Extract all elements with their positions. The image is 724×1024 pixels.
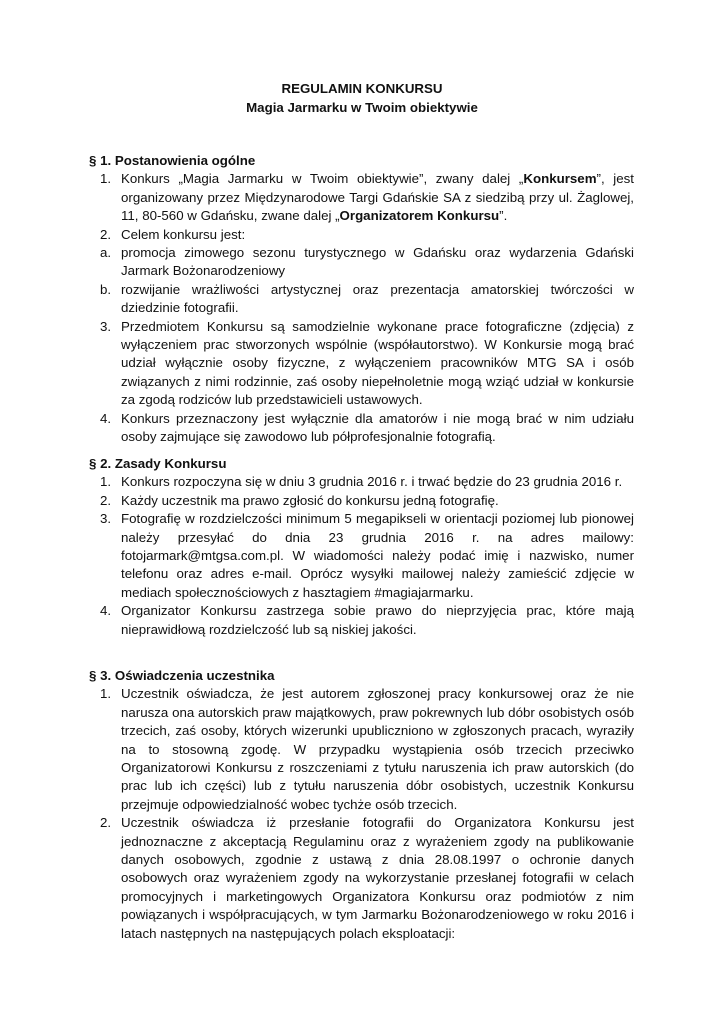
- section-heading: § 1. Postanowienia ogólne: [89, 153, 256, 168]
- section-contest-rules: [89, 455, 634, 639]
- item-text: Konkurs rozpoczyna się w dniu 3 grudnia 2016 r. i trwać będzie do 23 grudnia 2016 r.: [121, 474, 623, 490]
- document-subtitle: Magia Jarmarku w Twoim obiektywie: [246, 100, 478, 115]
- item-number: 4.: [100, 603, 112, 619]
- item-text: Każdy uczestnik ma prawo zgłosić do konkursu jedną fotografię.: [121, 492, 499, 508]
- item-number: 2.: [100, 492, 112, 508]
- item-number: a.: [100, 245, 112, 261]
- item-number: 3.: [100, 318, 112, 334]
- list-item: [89, 410, 634, 447]
- list-item: [89, 170, 634, 225]
- section-items: [89, 685, 634, 943]
- list-item: [89, 281, 634, 318]
- item-text: Fotografię w rozdzielczości minimum 5 megapikseli w orientacji poziomej lub pionowej należy przesyłać do dnia 23 grudnia 2016 r. na adres mailowy: fotojarmark@mtgsa.com.pl. W wiadomości należy podać imię i nazwisko, numer telefonu oraz adres e-mail. Oprócz wysyłki mailowej należy zamieścić zdjęcie w mediach społecznościowych z hasztagiem #magiajarmarku.: [121, 511, 634, 600]
- list-item: [89, 510, 634, 602]
- section-participant-declarations: [89, 667, 634, 943]
- section-general-provisions: [89, 152, 634, 446]
- list-item: [89, 602, 634, 639]
- list-item: [89, 318, 634, 410]
- item-text: Konkurs „Magia Jarmarku w Twoim obiektywie”, zwany dalej „Konkursem”, jest organizowany przez Międzynarodowe Targi Gdańskie SA z siedzibą przy ul. Żaglowej, 11, 80-560 w Gdańsku, zwane dalej „Organizatorem Konkursu”.: [121, 171, 634, 224]
- item-number: 3.: [100, 511, 112, 527]
- item-text: Konkurs przeznaczony jest wyłącznie dla amatorów i nie mogą brać w nim udziału osoby zajmujące się zawodowo lub półprofesjonalnie fotografią.: [121, 410, 634, 445]
- item-number: b.: [100, 281, 112, 297]
- section-items: [89, 170, 634, 446]
- list-item: [89, 244, 634, 281]
- list-item: [89, 473, 634, 491]
- item-number: 2.: [100, 226, 112, 242]
- item-number: 1.: [100, 686, 112, 702]
- document-title: REGULAMIN KONKURSU: [281, 81, 443, 96]
- item-text: rozwijanie wrażliwości artystycznej oraz prezentacja amatorskiej twórczości w dziedzinie fotografii.: [121, 281, 634, 316]
- section-heading: § 2. Zasady Konkursu: [89, 456, 227, 471]
- item-number: 4.: [100, 410, 112, 426]
- list-item: [89, 814, 634, 943]
- list-item: [89, 226, 634, 244]
- item-text: Przedmiotem Konkursu są samodzielnie wykonane prace fotograficzne (zdjęcia) z wyłączeniem prac stworzonych wspólnie (współautorstwo). W Konkursie mogą brać udział wyłącznie osoby fizyczne, z wyłączeniem pracowników MTG SA i osób związanych z nimi rodzinnie, zaś osoby niepełnoletnie mogą wziąć udział w konkursie za zgodą rodziców lub przedstawicieli ustawowych.: [121, 318, 634, 408]
- item-text: Celem konkursu jest:: [121, 226, 246, 242]
- item-text: Uczestnik oświadcza, że jest autorem zgłoszonej pracy konkursowej oraz że nie narusza ona autorskich praw majątkowych, praw pokrewnych lub dóbr osobistych osób trzecich, zaś osoby, których wizerunki upubliczniono w zgłoszonych pracach, wyraziły na to stosowną zgodę. W przypadku wystąpienia osób trzecich przeciwko Organizatorowi Konkursu z roszczeniami z tytułu naruszenia ich praw autorskich (do prac lub ich części) lub z tytułu naruszenia dóbr osobistych, uczestnik Konkursu przejmuje odpowiedzialność wobec tychże osób trzecich.: [121, 686, 634, 812]
- list-item: [89, 492, 634, 510]
- item-text: Organizator Konkursu zastrzega sobie prawo do nieprzyjęcia prac, które mają nieprawidłową rozdzielczość lub są niskiej jakości.: [121, 603, 634, 637]
- item-text: Uczestnik oświadcza iż przesłanie fotografii do Organizatora Konkursu jest jednoznaczne z akceptacją Regulaminu oraz z wyrażeniem zgody na publikowanie danych osobowych, zgodnie z ustawą z dnia 28.08.1997 o ochronie danych osobowych oraz wyrażeniem zgody na wykorzystanie przesłanej fotografii w celach promocyjnych i marketingowych Organizatora Konkursu oraz podmiotów z nim powiązanych i współpracujących, w tym Jarmarku Bożonarodzeniowego w roku 2016 i latach następnych na następujących polach eksploatacji:: [121, 815, 634, 941]
- item-number: 1.: [100, 474, 112, 490]
- item-number: 2.: [100, 815, 112, 831]
- item-text: promocja zimowego sezonu turystycznego w Gdańsku oraz wydarzenia Gdański Jarmark Bożonarodzeniowy: [121, 245, 634, 279]
- list-item: [89, 685, 634, 814]
- item-number: 1.: [100, 171, 112, 187]
- section-heading: § 3. Oświadczenia uczestnika: [89, 668, 275, 683]
- section-items: [89, 473, 634, 639]
